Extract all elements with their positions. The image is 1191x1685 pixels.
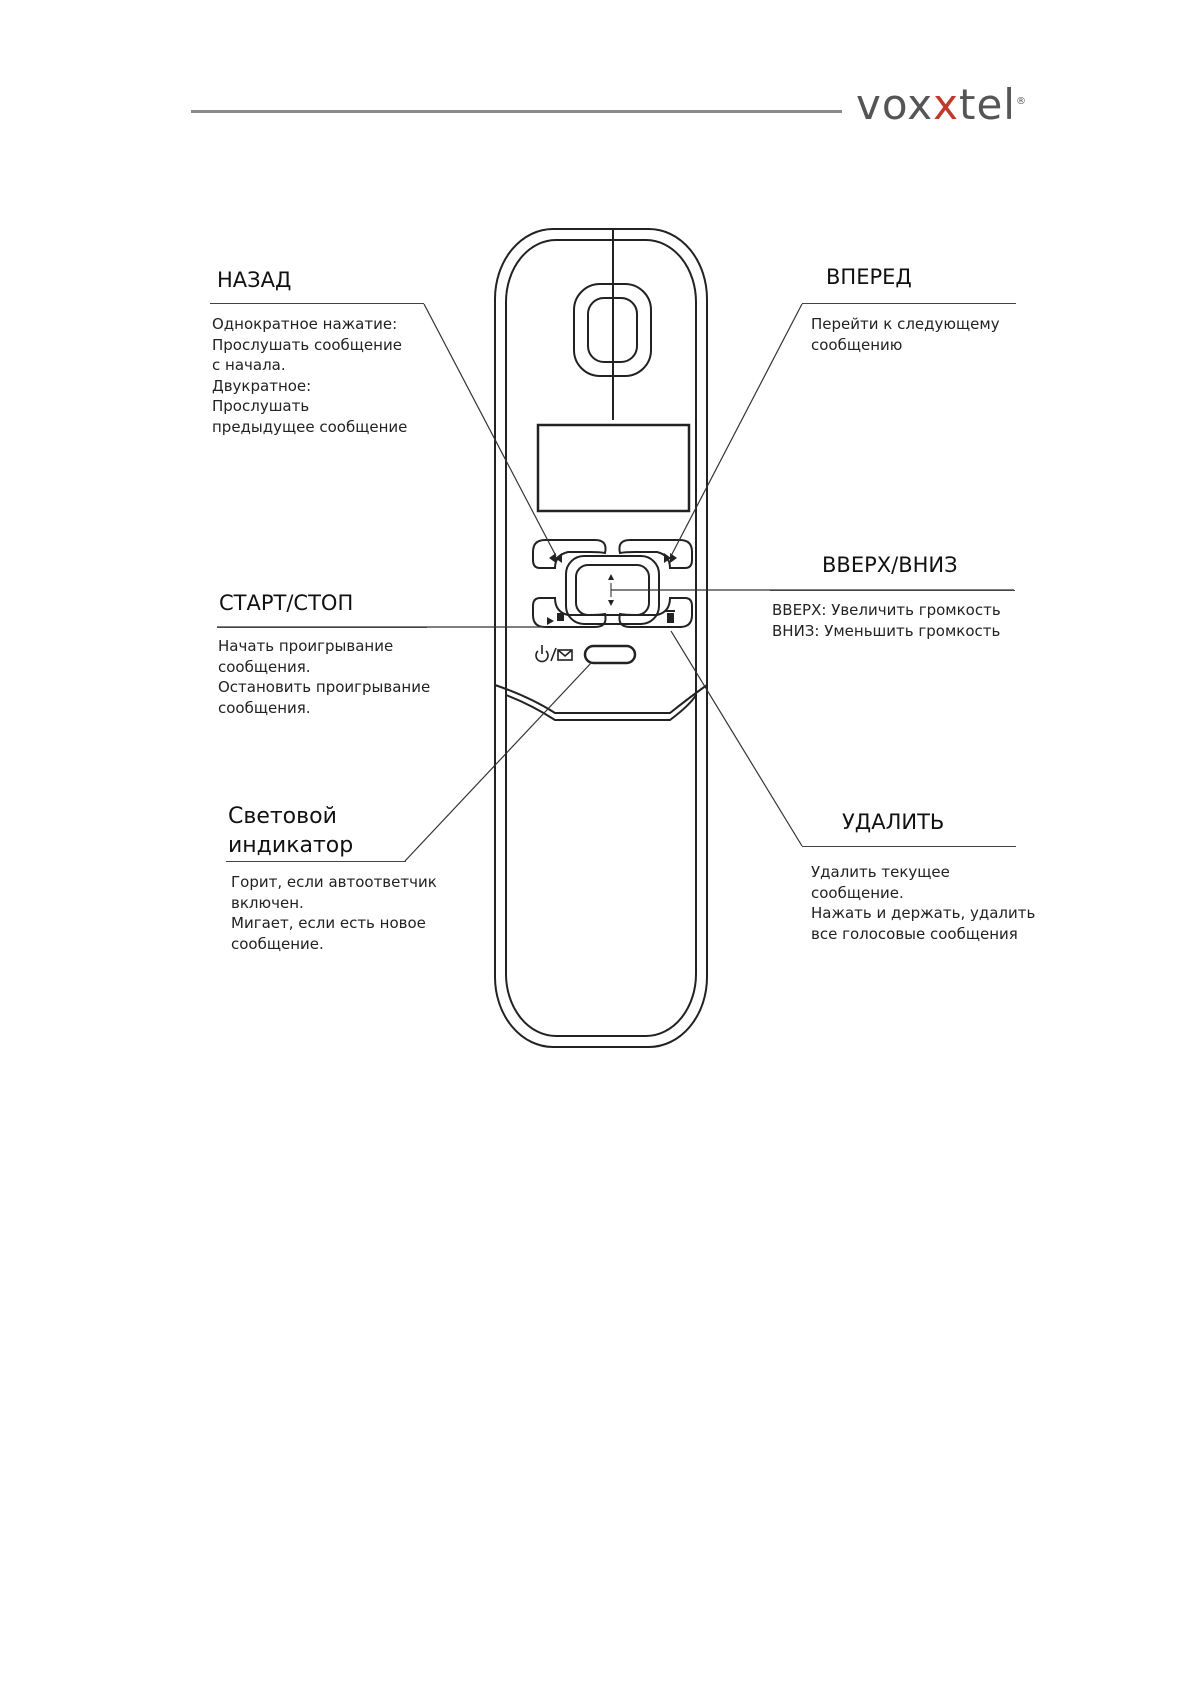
power-mail-icon bbox=[536, 645, 572, 661]
callout-delete-title: УДАЛИТЬ bbox=[842, 810, 945, 834]
callout-startstop-title: СТАРТ/СТОП bbox=[219, 591, 354, 615]
callout-back-text: Однократное нажатие: Прослушать сообщение с начала. Двукратное: Прослушать предыдущее сообщение bbox=[212, 315, 408, 436]
leader-delete bbox=[671, 631, 802, 846]
delete-button bbox=[619, 598, 692, 627]
brand-logo: voxxtel® bbox=[856, 80, 1027, 129]
callout-forward-title: ВПЕРЕД bbox=[826, 265, 912, 289]
body-curve-inner bbox=[506, 695, 696, 720]
handset-outer bbox=[505, 228, 703, 1030]
callout-updown-title: ВВЕРХ/ВНИЗ bbox=[822, 553, 958, 577]
logo-mark: x bbox=[933, 80, 959, 129]
rule-delete bbox=[802, 846, 1016, 847]
rule-updown bbox=[770, 590, 1015, 591]
rule-indicator bbox=[226, 861, 406, 862]
callout-back-title: НАЗАД bbox=[217, 268, 292, 292]
callout-indicator-text: Горит, если автоответчик включен. Мигает, если есть новое сообщение. bbox=[231, 873, 437, 953]
handset-inner-shell bbox=[506, 240, 696, 1036]
callout-delete-text: Удалить текущее сообщение. Нажать и держать, удалить все голосовые сообщения bbox=[811, 863, 1036, 943]
leader-back bbox=[424, 304, 556, 556]
leader-forward bbox=[671, 304, 802, 556]
rule-startstop bbox=[217, 627, 427, 628]
led-indicator bbox=[585, 646, 635, 663]
fast-forward-icon bbox=[664, 553, 677, 563]
callout-startstop-text: Начать проигрывание сообщения. Остановить проигрывание сообщения. bbox=[218, 637, 431, 717]
callout-forward-text: Перейти к следующему сообщению bbox=[811, 315, 1000, 354]
callout-indicator-title: Световой индикатор bbox=[228, 804, 354, 858]
leader-indicator bbox=[405, 662, 592, 861]
rule-forward bbox=[802, 303, 1016, 304]
callout-updown-text: ВВЕРХ: Увеличить громкость ВНИЗ: Уменьшить громкость bbox=[772, 601, 1001, 640]
play-stop-button bbox=[533, 598, 606, 627]
trash-icon bbox=[665, 610, 675, 623]
display-screen bbox=[538, 425, 689, 511]
rule-back bbox=[210, 303, 424, 304]
body-curve-outer bbox=[495, 685, 707, 713]
play-stop-icon bbox=[547, 613, 564, 625]
